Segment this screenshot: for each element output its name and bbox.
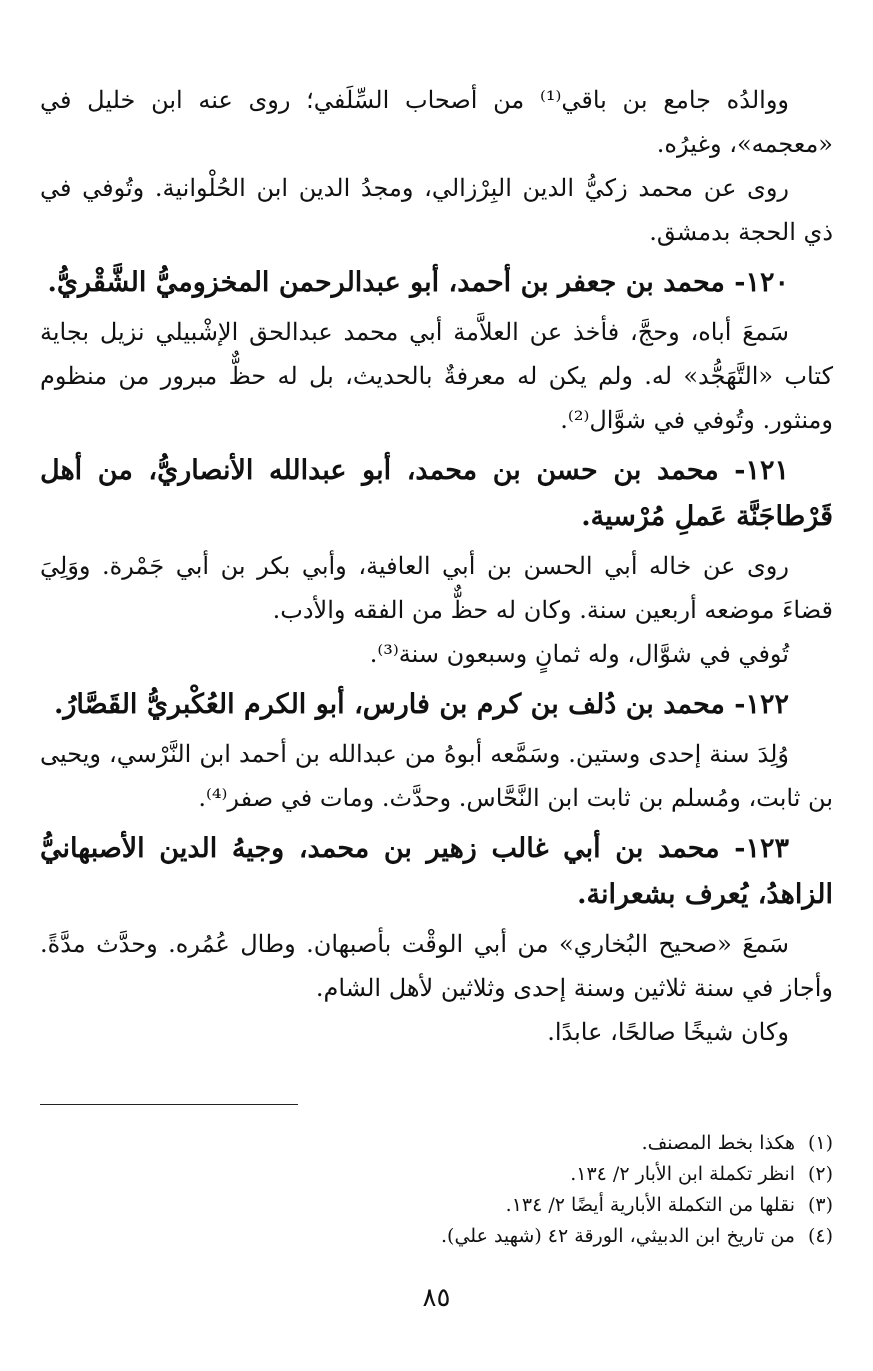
entry-123-body: سَمعَ «صحيح البُخاري» من أبي الوقْت بأصبهان. وطال عُمُره. وحدَّث مدَّةً. وأجاز في سنة ثلاثين وسنة إحدى وثلاثين لأهل الشام. (40, 930, 833, 1002)
entry-122-body: وُلِدَ سنة إحدى وستين. وسَمَّعه أبوهُ من عبدالله بن أحمد ابن النَّرْسي، ويحيى بن ثابت، ومُسلم بن ثابت ابن النَّحَّاس. وحدَّث. ومات في صفر⁽⁴⁾. (40, 740, 833, 812)
entry-121-heading: ١٢١- محمد بن حسن بن محمد، أبو عبدالله الأنصاريُّ، من أهل قَرْطاجَنَّة عَملِ مُرْسية. (40, 455, 833, 532)
footnote-number: (٣) (807, 1194, 833, 1216)
main-text (40, 78, 833, 1054)
entry-122-heading: ١٢٢- محمد بن دُلف بن كرم بن فارس، أبو الكرم العُكْبريُّ القَصَّارُ. (53, 689, 789, 720)
entry-123-heading: ١٢٣- محمد بن أبي غالب زهير بن محمد، وجيهُ الدين الأصبهانيُّ الزاهدُ، يُعرف بشعرانة. (40, 833, 833, 910)
footnote-item (40, 1221, 833, 1252)
footnote-separator (40, 1104, 298, 1105)
footnotes (40, 1128, 833, 1252)
footnote-text: هكذا بخط المصنف. (641, 1132, 795, 1154)
entry-120-body: سَمعَ أباه، وحجَّ، فأخذ عن العلاَّمة أبي محمد عبدالحق الإشْبيلي نزيل بجاية كتاب «التَّهَجُّد» له. ولم يكن له معرفةٌ بالحديث، بل له حظٌّ مبرور من منظوم ومنثور. وتُوفي في شوَّال⁽²⁾. (40, 318, 833, 434)
entry-120-heading: ١٢٠- محمد بن جعفر بن أحمد، أبو عبدالرحمن المخزوميُّ الشَّقْريُّ. (47, 267, 789, 298)
footnote-number: (٤) (807, 1225, 833, 1247)
entry-121-body: روى عن خاله أبي الحسن بن أبي العافية، وأبي بكر بن أبي جَمْرة. ووَلِيَ قضاءَ موضعه أربعين سنة. وكان له حظٌّ من الفقه والأدب. (40, 552, 833, 624)
entry-121-death: تُوفي في شوَّال، وله ثمانٍ وسبعون سنة⁽³⁾. (369, 640, 789, 668)
footnote-text: انظر تكملة ابن الأبار ٢/ ١٣٤. (570, 1163, 795, 1185)
entry-123-closing: وكان شيخًا صالحًا، عابدًا. (547, 1018, 789, 1046)
footnote-text: من تاريخ ابن الدبيثي، الورقة ٤٢ (شهيد علي). (441, 1225, 795, 1247)
page-number: ٨٥ (422, 1283, 451, 1313)
footnote-item (40, 1159, 833, 1190)
footnote-number: (١) (807, 1132, 833, 1154)
paragraph-father: ووالدُه جامع بن باقي⁽¹⁾ من أصحاب السِّلَفي؛ روى عنه ابن خليل في «معجمه»، وغيرُه. (40, 86, 833, 158)
paragraph-narrators: روى عن محمد زكيُّ الدين البِرْزالي، ومجدُ الدين ابن الحُلْوانية. وتُوفي في ذي الحجة بدمشق. (40, 174, 833, 246)
footnote-item (40, 1190, 833, 1221)
footnote-item (40, 1128, 833, 1159)
footnote-number: (٢) (807, 1163, 833, 1185)
footnote-text: نقلها من التكملة الأبارية أيضًا ٢/ ١٣٤. (505, 1194, 795, 1216)
